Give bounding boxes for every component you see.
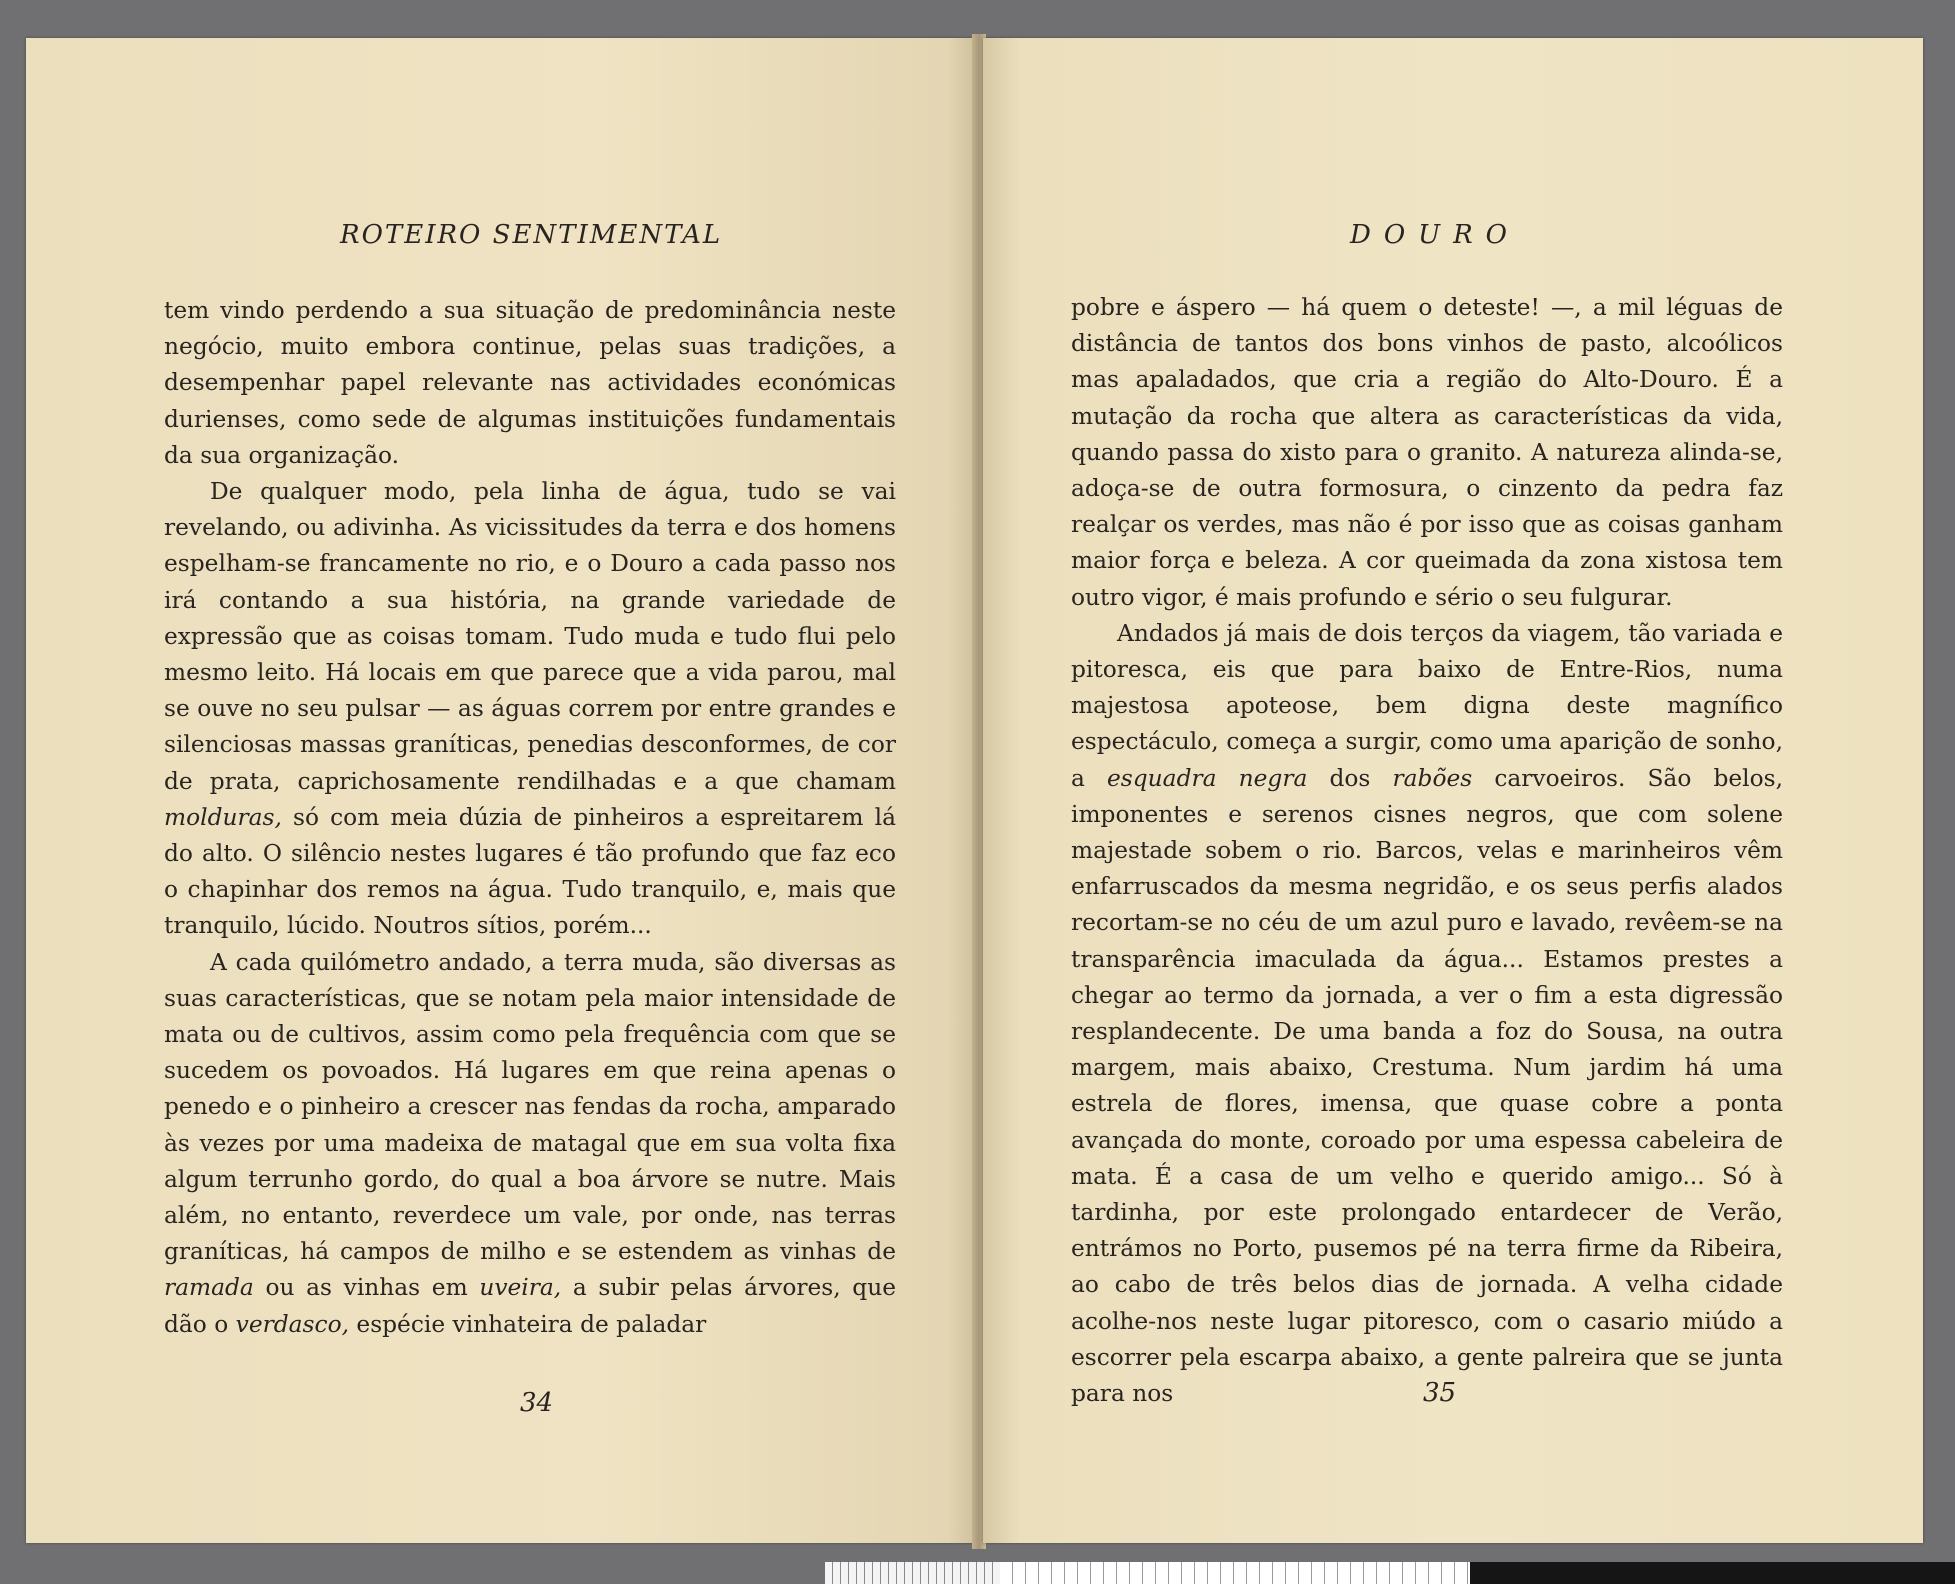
text-run: ou as vinhas em xyxy=(253,1274,480,1302)
scale-ruler-dark-segment xyxy=(1470,1562,1955,1584)
page-number-left: 34 xyxy=(520,1388,554,1418)
running-head-right: DOURO xyxy=(1350,220,1520,250)
text-run: Andados já mais de dois terços da viagem, tão variada e pitoresca, eis que para baixo de Entre-Rios, numa majestosa apoteose, bem digna deste magnífico espectáculo, começa a surgir, como uma aparição de sonho, a xyxy=(1071,619,1783,792)
paragraph xyxy=(164,474,896,945)
text-run: carvoeiros. São belos, imponentes e serenos cisnes negros, que com solene majestade sobem o rio. Barcos, velas e marinheiros vêm enfarruscados da mesma negridão, e os seus perfis alados recortam-se no céu de um azul puro e lavado, revêem-se na transparência imaculada da água... Estamos prestes a chegar ao termo da jornada, a ver o fim a esta digressão resplandecente. De uma banda a foz do Sousa, na outra margem, mais abaixo, Crestuma. Num jardim há uma estrela de flores, imensa, que quase cobre a ponta avançada do monte, coroado por uma espessa cabeleira de mata. É a casa de um velho e querido amigo... Só à tardinha, por este prolongado entardecer de Verão, entrámos no Porto, pusemos pé na terra firme da Ribeira, ao cabo de três belos dias de jornada. A velha cidade acolhe-nos neste lugar pitoresco, com o casario miúdo a escorrer pela escarpa abaixo, a gente palreira que se junta para nos xyxy=(1071,764,1784,1408)
right-page xyxy=(983,38,1923,1543)
italic-term: esquadra negra xyxy=(1107,764,1308,792)
text-run: espécie vinhateira de paladar xyxy=(349,1310,707,1338)
italic-term: molduras, xyxy=(164,803,282,831)
italic-term: rabões xyxy=(1392,764,1473,792)
text-run: A cada quilómetro andado, a terra muda, são diversas as suas características, que se notam pela maior intensidade de mata ou de cultivos, assim como pela frequência com que se sucedem os povoados. Há lugares em que reina apenas o penedo e o pinheiro a crescer nas fendas da rocha, amparado às vezes por uma madeixa de matagal que em sua volta fixa algum terrunho gordo, do qual a boa árvore se nutre. Mais além, no entanto, reverdece um vale, por onde, nas terras graníticas, há campos de milho e se estendem as vinhas de xyxy=(164,948,896,1266)
text-run: tem vindo perdendo a sua situação de predominância neste negócio, muito embora continue, pelas suas tradições, a desempenhar papel relevante nas actividades económicas durienses, como sede de algumas instituições fundamentais da sua organização. xyxy=(164,297,896,469)
scale-ruler-white-segment xyxy=(1000,1562,1470,1584)
running-head-left: ROTEIRO SENTIMENTAL xyxy=(340,220,723,250)
body-text-right xyxy=(1071,290,1783,1412)
italic-term: uveira, xyxy=(479,1274,562,1302)
text-run: dos xyxy=(1307,764,1393,792)
body-text-left xyxy=(164,293,896,1343)
italic-term: ramada xyxy=(164,1274,254,1302)
page-number-right: 35 xyxy=(1423,1378,1457,1408)
italic-term: verdasco, xyxy=(235,1310,349,1338)
paragraph xyxy=(164,945,896,1343)
left-page xyxy=(26,38,976,1543)
paragraph xyxy=(164,293,896,474)
text-run: pobre e áspero — há quem o deteste! —, a mil léguas de distância de tantos dos bons vinhos de pasto, alcoólicos mas apaladados, que cria a região do Alto-Douro. É a mutação da rocha que altera as características da vida, quando passa do xisto para o granito. A natureza alinda-se, adoça-se de outra formosura, o cinzento da pedra faz realçar os verdes, mas não é por isso que as coisas ganham maior força e beleza. A cor queimada da zona xistosa tem outro vigor, é mais profundo e sério o seu fulgurar. xyxy=(1071,294,1783,611)
paragraph xyxy=(1071,290,1783,616)
text-run: De qualquer modo, pela linha de água, tudo se vai revelando, ou adivinha. As vicissitudes da terra e dos homens espelham-se francamente no rio, e o Douro a cada passo nos irá contando a sua história, na grande variedade de expressão que as coisas tomam. Tudo muda e tudo flui pelo mesmo leito. Há locais em que parece que a vida parou, mal se ouve no seu pulsar — as águas correm por entre grandes e silenciosas massas graníticas, penedias desconformes, de cor de prata, caprichosamente rendilhadas e a que chamam xyxy=(164,478,896,795)
paragraph xyxy=(1071,616,1783,1412)
text-run: a subir pelas árvores, que dão o xyxy=(164,1274,897,1338)
text-run: só com meia dúzia de pinheiros a espreitarem lá do alto. O silêncio nestes lugares é tão profundo que faz eco o chapinhar dos remos na água. Tudo tranquilo, e, mais que tranquilo, lúcido. Noutros sítios, porém... xyxy=(164,803,896,940)
